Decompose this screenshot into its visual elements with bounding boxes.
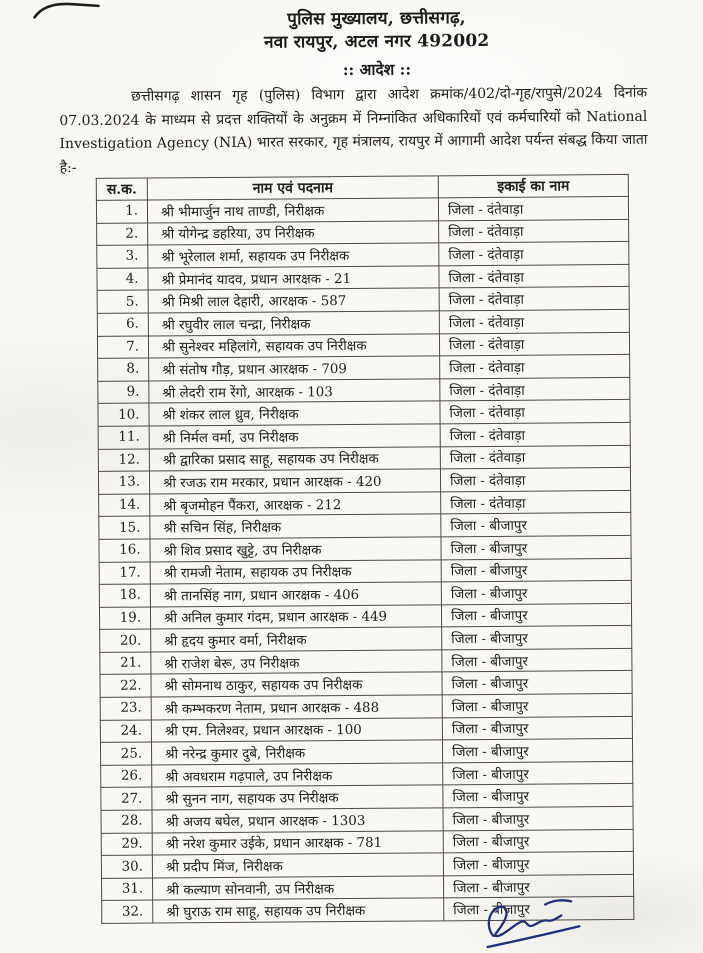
- serial-number-cell: 25.: [100, 742, 151, 765]
- serial-number-cell: 4.: [97, 268, 148, 291]
- officer-name-designation-cell: श्री शंकर लाल ध्रुव, निरीक्षक: [149, 401, 440, 426]
- serial-number-cell: 1.: [96, 200, 147, 223]
- unit-name-cell: जिला - बीजापुर: [442, 716, 632, 740]
- unit-name-cell: जिला - बीजापुर: [442, 648, 632, 672]
- officer-name-designation-cell: श्री रघुवीर लाल चन्द्रा, निरीक्षक: [148, 311, 439, 336]
- officer-name-designation-cell: श्री लेदरी राम रेंगो, आरक्षक - 103: [149, 379, 440, 404]
- unit-name-cell: जिला - बीजापुर: [444, 897, 634, 921]
- serial-number-cell: 22.: [100, 674, 151, 697]
- col-header-serial: स.क.: [96, 178, 147, 200]
- serial-number-cell: 23.: [100, 697, 151, 720]
- serial-number-cell: 27.: [101, 787, 152, 810]
- serial-number-cell: 18.: [99, 584, 150, 607]
- handwritten-signature: [481, 894, 585, 953]
- officer-name-designation-cell: श्री कम्भकरण नेताम, प्रधान आरक्षक - 488: [151, 695, 442, 720]
- officer-name-designation-cell: श्री अवधराम गढ़पाले, उप निरीक्षक: [152, 763, 443, 788]
- letterhead: [56, 5, 696, 56]
- serial-number-cell: 16.: [99, 539, 150, 562]
- unit-name-cell: जिला - बीजापुर: [442, 671, 632, 695]
- serial-number-cell: 17.: [99, 562, 150, 585]
- serial-number-cell: 21.: [100, 652, 151, 675]
- unit-name-cell: जिला - दंतेवाड़ा: [439, 332, 629, 356]
- officer-name-designation-cell: श्री कल्याण सोनवानी, उप निरीक्षक: [153, 876, 444, 901]
- unit-name-cell: जिला - बीजापुर: [441, 535, 631, 559]
- unit-name-cell: जिला - बीजापुर: [441, 603, 631, 627]
- serial-number-cell: 5.: [97, 290, 148, 313]
- serial-number-cell: 12.: [98, 449, 149, 472]
- unit-name-cell: जिला - दंतेवाड़ा: [440, 400, 630, 424]
- officer-name-designation-cell: श्री भूरेलाल शर्मा, सहायक उप निरीक्षक: [148, 243, 439, 268]
- order-heading: :: आदेश ::: [342, 59, 412, 80]
- officer-name-designation-cell: श्री नरेन्द्र कुमार दुबे, निरीक्षक: [151, 740, 442, 765]
- unit-name-cell: जिला - बीजापुर: [443, 761, 633, 785]
- unit-name-cell: जिला - दंतेवाड़ा: [440, 422, 630, 446]
- serial-number-cell: 6.: [97, 313, 148, 336]
- unit-name-cell: जिला - दंतेवाड़ा: [438, 196, 628, 220]
- serial-number-cell: 7.: [97, 336, 148, 359]
- officer-name-designation-cell: श्री सोमनाथ ठाकुर, सहायक उप निरीक्षक: [151, 672, 442, 697]
- unit-name-cell: जिला - बीजापुर: [443, 806, 633, 830]
- serial-number-cell: 11.: [98, 426, 149, 449]
- serial-number-cell: 28.: [101, 810, 152, 833]
- unit-name-cell: जिला - दंतेवाड़ा: [439, 287, 629, 311]
- officer-name-designation-cell: श्री प्रदीप मिंज, निरीक्षक: [152, 853, 443, 878]
- unit-name-cell: जिला - दंतेवाड़ा: [440, 355, 630, 379]
- serial-number-cell: 26.: [101, 765, 152, 788]
- officer-name-designation-cell: श्री बृजमोहन पैंकरा, आरक्षक - 212: [150, 492, 441, 517]
- serial-number-cell: 31.: [102, 878, 153, 901]
- serial-number-cell: 24.: [100, 720, 151, 743]
- unit-name-cell: जिला - दंतेवाड़ा: [441, 490, 631, 514]
- officer-name-designation-cell: श्री योगेन्द्र डहरिया, उप निरीक्षक: [148, 220, 439, 245]
- officer-name-designation-cell: श्री नरेश कुमार उईके, प्रधान आरक्षक - 781: [152, 830, 443, 855]
- unit-name-cell: जिला - दंतेवाड़ा: [439, 264, 629, 288]
- order-body-paragraph: छत्तीसगढ़ शासन गृह (पुलिस) विभाग द्वारा आदेश क्रमांक/402/दो-गृह/रापुसे/2024 दिनांक 07.03.2024 के माध्यम से प्रदत्त शक्तियों के अनुक्रम में निम्नांकित अधिकारियों एवं कर्मचारियों को National Investigation Agency (NIA) भारत सरकार, गृह मंत्रालय, रायपुर में आगामी आदेश पर्यन्त संबद्ध किया जाता है:-: [59, 84, 648, 176]
- serial-number-cell: 29.: [101, 833, 152, 856]
- unit-name-cell: जिला - दंतेवाड़ा: [439, 219, 629, 243]
- officers-table-body: [96, 196, 633, 923]
- serial-number-cell: 13.: [98, 471, 149, 494]
- unit-name-cell: जिला - बीजापुर: [442, 739, 632, 763]
- unit-name-cell: जिला - बीजापुर: [441, 580, 631, 604]
- serial-number-cell: 2.: [97, 223, 148, 246]
- officer-name-designation-cell: श्री सचिन सिंह, निरीक्षक: [150, 514, 441, 539]
- unit-name-cell: जिला - दंतेवाड़ा: [439, 309, 629, 333]
- unit-name-cell: जिला - बीजापुर: [442, 693, 632, 717]
- unit-name-cell: जिला - बीजापुर: [441, 513, 631, 537]
- officer-name-designation-cell: श्री भीमार्जुन नाथ ताण्डी, निरीक्षक: [147, 198, 438, 223]
- officer-name-designation-cell: श्री हृदय कुमार वर्मा, निरीक्षक: [151, 627, 442, 652]
- officer-name-designation-cell: श्री रामजी नेताम, सहायक उप निरीक्षक: [150, 559, 441, 584]
- officer-name-designation-cell: श्री एम. निलेश्वर, प्रधान आरक्षक - 100: [151, 717, 442, 742]
- serial-number-cell: 15.: [99, 516, 150, 539]
- officer-name-designation-cell: श्री तानसिंह नाग, प्रधान आरक्षक - 406: [150, 582, 441, 607]
- officer-name-designation-cell: श्री शिव प्रसाद खुट्टे, उप निरीक्षक: [150, 537, 441, 562]
- unit-name-cell: जिला - बीजापुर: [441, 558, 631, 582]
- officer-name-designation-cell: श्री मिश्री लाल देहारी, आरक्षक - 587: [148, 288, 439, 313]
- officer-name-designation-cell: श्री अनिल कुमार गंदम, प्रधान आरक्षक - 449: [150, 605, 441, 630]
- officer-name-designation-cell: श्री राजेश बेरू, उप निरीक्षक: [151, 650, 442, 675]
- serial-number-cell: 30.: [101, 855, 152, 878]
- unit-name-cell: जिला - दंतेवाड़ा: [440, 377, 630, 401]
- officer-name-designation-cell: श्री सुनेश्वर महिलांगे, सहायक उप निरीक्षक: [148, 333, 439, 358]
- unit-name-cell: जिला - बीजापुर: [442, 626, 632, 650]
- unit-name-cell: जिला - दंतेवाड़ा: [440, 468, 630, 492]
- letterhead-line1: पुलिस मुख्यालय, छत्तीसगढ़,: [287, 8, 466, 30]
- serial-number-cell: 8.: [98, 358, 149, 381]
- serial-number-cell: 10.: [98, 403, 149, 426]
- serial-number-cell: 19.: [99, 607, 150, 630]
- unit-name-cell: जिला - बीजापुर: [443, 829, 633, 853]
- officer-name-designation-cell: श्री निर्मल वर्मा, उप निरीक्षक: [149, 424, 440, 449]
- serial-number-cell: 20.: [100, 629, 151, 652]
- col-header-unit-name: इकाई का नाम: [438, 174, 628, 197]
- serial-number-cell: 14.: [99, 494, 150, 517]
- officer-name-designation-cell: श्री घुराऊ राम साहू, सहायक उप निरीक्षक: [153, 898, 444, 923]
- officer-name-designation-cell: श्री द्वारिका प्रसाद साहू, सहायक उप निरीक्षक: [149, 446, 440, 471]
- officers-table: [96, 174, 635, 924]
- unit-name-cell: जिला - दंतेवाड़ा: [440, 445, 630, 469]
- serial-number-cell: 32.: [102, 900, 153, 923]
- officer-name-designation-cell: श्री रजऊ राम मरकार, प्रधान आरक्षक - 420: [149, 469, 440, 494]
- unit-name-cell: जिला - बीजापुर: [443, 874, 633, 898]
- unit-name-cell: जिला - दंतेवाड़ा: [439, 242, 629, 266]
- officer-name-designation-cell: श्री अजय बघेल, प्रधान आरक्षक - 1303: [152, 808, 443, 833]
- officer-name-designation-cell: श्री सुनन नाग, सहायक उप निरीक्षक: [152, 785, 443, 810]
- unit-name-cell: जिला - बीजापुर: [443, 852, 633, 876]
- unit-name-cell: जिला - बीजापुर: [443, 784, 633, 808]
- serial-number-cell: 9.: [98, 381, 149, 404]
- serial-number-cell: 3.: [97, 245, 148, 268]
- officer-name-designation-cell: श्री संतोष गौड़, प्रधान आरक्षक - 709: [149, 356, 440, 381]
- col-header-name-designation: नाम एवं पदनाम: [147, 176, 438, 200]
- letterhead-line2: नवा रायपुर, अटल नगर 492002: [263, 30, 490, 53]
- officer-name-designation-cell: श्री प्रेमानंद यादव, प्रधान आरक्षक - 21: [148, 266, 439, 291]
